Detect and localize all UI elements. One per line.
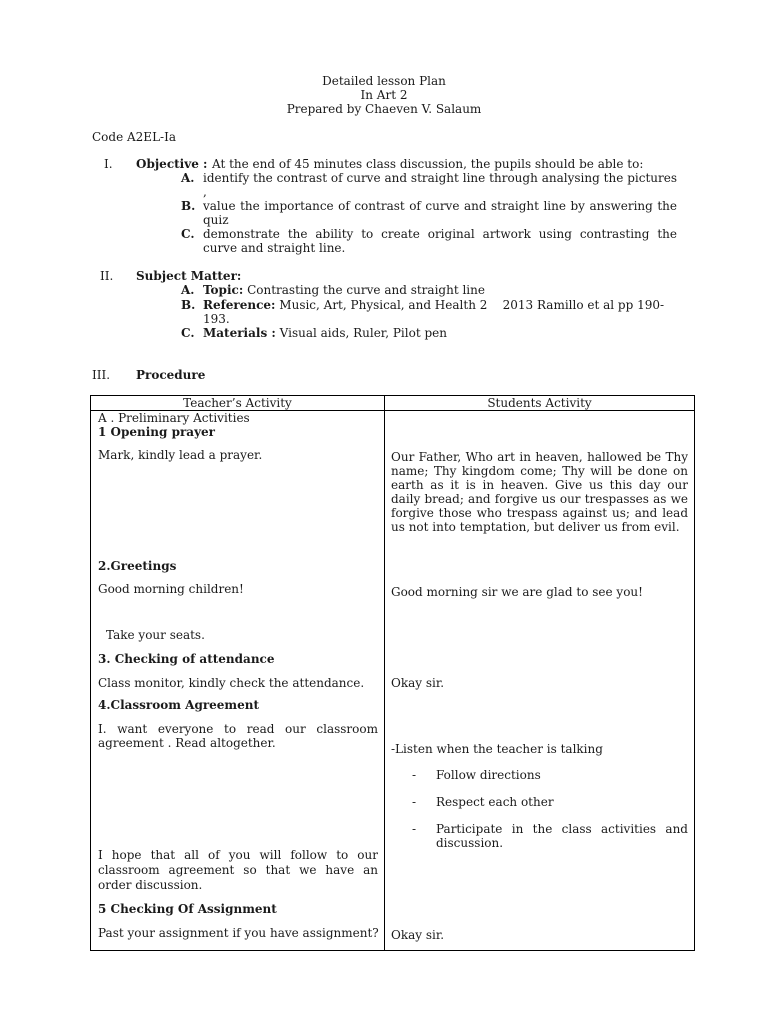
document-author: Prepared by Chaeven V. Salaum (286, 102, 482, 116)
teacher-agreement-text: I. want everyone to read our classroom agreement . Read altogether. (98, 722, 378, 750)
student-listen-text: -Listen when the teacher is talking (391, 742, 603, 756)
reference-letter: B. (181, 298, 196, 312)
student-assignment-text: Okay sir. (391, 928, 445, 942)
rule-follow-directions: Follow directions (436, 768, 541, 782)
rule-dash: - (412, 795, 417, 809)
table-bottom-border (90, 950, 695, 951)
student-prayer-text: Our Father, Who art in heaven, hallowed be Thy name; Thy kingdom come; Thy will be done on earth as it is in heaven. Give us this day our daily bread; and forgive us our trespasses as we forgive those who trespass against us; and lead us not into temptation, but deliver us from evil. (391, 450, 688, 534)
opening-prayer-heading: 1 Opening prayer (98, 425, 215, 439)
materials-letter: C. (181, 326, 195, 340)
assignment-heading: 5 Checking Of Assignment (98, 902, 277, 916)
materials-text: Visual aids, Ruler, Pilot pen (279, 326, 447, 340)
student-greeting-text: Good morning sir we are glad to see you! (391, 585, 643, 599)
classroom-agreement-heading: 4.Classroom Agreement (98, 698, 260, 712)
table-center-border (384, 395, 385, 951)
preliminary-activities-heading: A . Preliminary Activities (98, 411, 250, 425)
greetings-heading: 2.Greetings (98, 559, 177, 573)
topic-text: Contrasting the curve and straight line (247, 283, 485, 297)
topic-label: Topic: (203, 283, 244, 297)
objective-c-letter: C. (181, 227, 195, 241)
teacher-assignment-text: Past your assignment if you have assignment? (98, 926, 379, 940)
table-right-border (694, 395, 695, 951)
student-attendance-text: Okay sir. (391, 676, 445, 690)
procedure-numeral: III. (92, 368, 111, 382)
teacher-greeting-text: Good morning children! (98, 582, 244, 596)
document-subtitle: In Art 2 (360, 88, 408, 102)
subject-label: Subject Matter: (136, 269, 242, 283)
rule-dash: - (412, 822, 417, 836)
rule-respect-each-other: Respect each other (436, 795, 554, 809)
teacher-attendance-text: Class monitor, kindly check the attendance. (98, 676, 365, 690)
topic-letter: A. (181, 283, 195, 297)
objective-c-text: demonstrate the ability to create original artwork using contrasting the curve and straight line. (203, 227, 677, 255)
reference-label: Reference: (203, 298, 276, 312)
column-header-students: Students Activity (487, 396, 592, 410)
lesson-code: Code A2EL-Ia (92, 130, 176, 144)
objective-a-letter: A. (181, 171, 195, 185)
subject-numeral: II. (100, 269, 114, 283)
objective-numeral: I. (104, 157, 113, 171)
teacher-seats-text: Take your seats. (106, 628, 205, 642)
objective-text: At the end of 45 minutes class discussion, the pupils should be able to: (212, 157, 644, 171)
attendance-heading: 3. Checking of attendance (98, 652, 275, 666)
table-left-border (90, 395, 91, 951)
document-title: Detailed lesson Plan (322, 74, 446, 88)
objective-b-letter: B. (181, 199, 196, 213)
column-header-teacher: Teacher’s Activity (183, 396, 292, 410)
objective-a-text: identify the contrast of curve and straight line through analysing the pictures , (203, 171, 677, 199)
teacher-prayer-text: Mark, kindly lead a prayer. (98, 448, 263, 462)
procedure-label: Procedure (136, 368, 206, 382)
rule-participate: Participate in the class activities and discussion. (436, 822, 688, 850)
materials-label: Materials : (203, 326, 276, 340)
rule-dash: - (412, 768, 417, 782)
teacher-hope-text: I hope that all of you will follow to our classroom agreement so that we have an order discussion. (98, 848, 378, 892)
objective-b-text: value the importance of contrast of curve and straight line by answering the quiz (203, 199, 677, 227)
reference-text: Music, Art, Physical, and Health 2 2013 Ramillo et al pp 190-193. (203, 298, 665, 326)
objective-label: Objective : (136, 157, 208, 171)
